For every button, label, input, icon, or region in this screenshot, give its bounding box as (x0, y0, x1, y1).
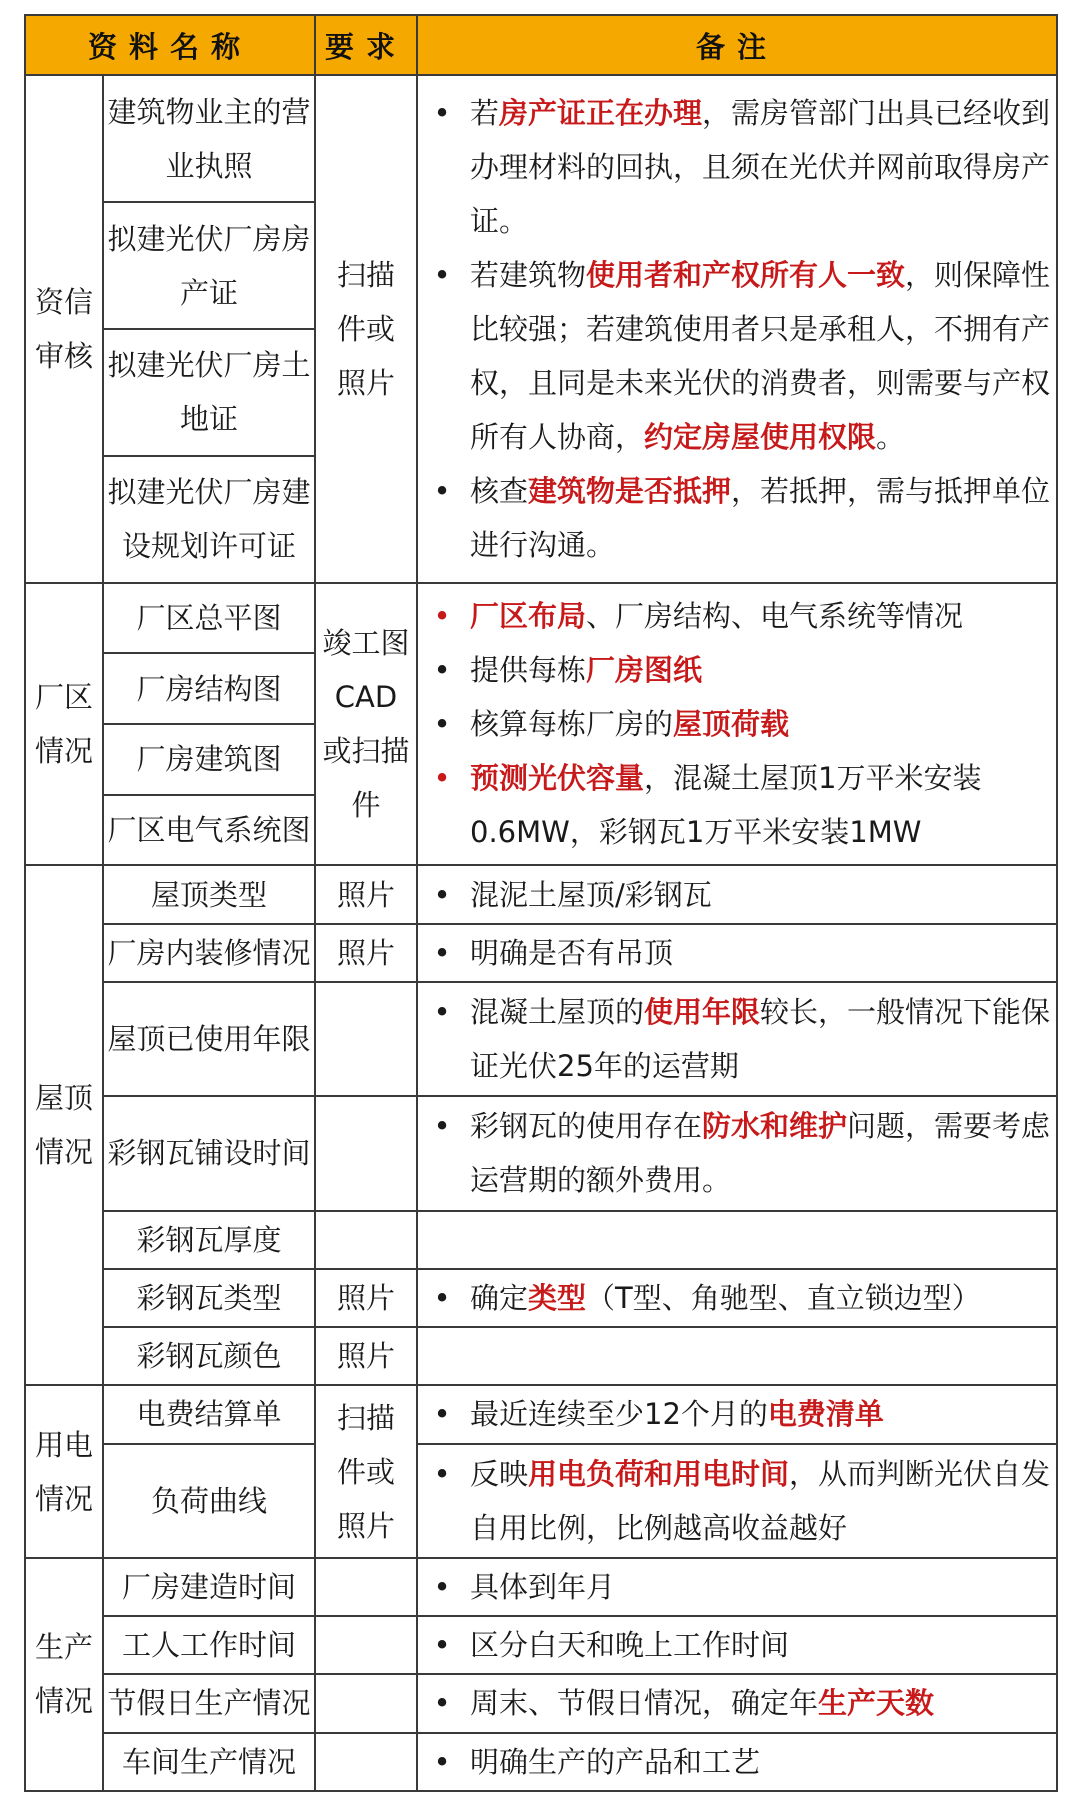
requirement-cell: 照片 (315, 924, 417, 982)
table-row (25, 75, 1057, 202)
item-name: 厂区电气系统图 (103, 795, 315, 866)
header-requirement: 要求 (315, 15, 417, 75)
remarks-cell (417, 865, 1057, 923)
bullet-icon: • (433, 877, 451, 912)
item-name: 电费结算单 (103, 1385, 315, 1443)
remarks-cell (417, 75, 1057, 582)
remark-item: • 明确是否有吊顶 (418, 926, 1056, 980)
table-row (25, 583, 1057, 654)
item-name: 彩钢瓦铺设时间 (103, 1096, 315, 1210)
item-name: 负荷曲线 (103, 1444, 315, 1558)
remark-item: • 彩钢瓦的使用存在防水和维护问题，需要考虑运营期的额外费用。 (418, 1099, 1056, 1207)
bullet-icon: • (433, 1628, 451, 1663)
category-production: 生产情况 (25, 1558, 103, 1791)
bullet-icon: • (433, 1686, 451, 1721)
table-row (25, 1385, 1057, 1443)
requirements-table (24, 14, 1058, 1792)
item-name: 厂房结构图 (103, 653, 315, 724)
remark-item: • 若房产证正在办理，需房管部门出具已经收到办理材料的回执，且须在光伏并网前取得房产证。 (418, 86, 1056, 248)
remark-item: • 区分白天和晚上工作时间 (418, 1618, 1056, 1672)
remarks-list (418, 589, 1056, 859)
remarks-list (418, 86, 1056, 572)
category-roof: 屋顶情况 (25, 865, 103, 1385)
item-name: 建筑物业主的营业执照 (103, 75, 315, 202)
remarks-cell (417, 1327, 1057, 1385)
requirement-cell: 照片 (315, 865, 417, 923)
item-name: 彩钢瓦类型 (103, 1269, 315, 1327)
remark-item: • 若建筑物使用者和产权所有人一致，则保障性比较强；若建筑使用者只是承租人，不拥有产权，且同是未来光伏的消费者，则需要与产权所有人协商，约定房屋使用权限。 (418, 248, 1056, 464)
table-row (25, 1558, 1057, 1616)
table-row (25, 1211, 1057, 1269)
item-name: 拟建光伏厂房土地证 (103, 329, 315, 456)
category-plant-area: 厂区情况 (25, 583, 103, 866)
remark-item: • 确定类型（T型、角驰型、直立锁边型） (418, 1271, 1056, 1325)
requirement-cell: 竣工图CAD或扫描件 (315, 583, 417, 866)
item-name: 节假日生产情况 (103, 1674, 315, 1732)
bullet-icon: • (433, 599, 451, 634)
item-name: 车间生产情况 (103, 1733, 315, 1791)
bullet-icon: • (433, 1109, 451, 1144)
table-row (25, 1674, 1057, 1732)
bullet-icon: • (433, 995, 451, 1030)
requirement-cell: 扫描件或照片 (315, 75, 417, 582)
table-row (25, 1444, 1057, 1558)
item-name: 彩钢瓦颜色 (103, 1327, 315, 1385)
item-name: 拟建光伏厂房建设规划许可证 (103, 456, 315, 583)
item-name: 拟建光伏厂房房产证 (103, 202, 315, 329)
bullet-icon: • (433, 257, 451, 292)
item-name: 彩钢瓦厚度 (103, 1211, 315, 1269)
item-name: 厂房建筑图 (103, 724, 315, 795)
header-remarks: 备注 (417, 15, 1057, 75)
item-name: 厂区总平图 (103, 583, 315, 654)
bullet-icon: • (433, 653, 451, 688)
requirement-cell (315, 1558, 417, 1616)
category-credit-review: 资信审核 (25, 75, 103, 582)
table-row (25, 865, 1057, 923)
table-row (25, 982, 1057, 1096)
bullet-icon: • (433, 935, 451, 970)
remarks-cell (417, 924, 1057, 982)
bullet-icon: • (433, 707, 451, 742)
remarks-cell (417, 1733, 1057, 1791)
remarks-cell (417, 1211, 1057, 1269)
remarks-cell (417, 1385, 1057, 1443)
requirement-cell (315, 1096, 417, 1210)
remark-item: • 提供每栋厂房图纸 (418, 643, 1056, 697)
bullet-icon: • (433, 1570, 451, 1605)
remarks-cell (417, 1269, 1057, 1327)
table-header-row (25, 15, 1057, 75)
remark-item: • 周末、节假日情况，确定年生产天数 (418, 1676, 1056, 1730)
remarks-cell (417, 1558, 1057, 1616)
table-row (25, 1096, 1057, 1210)
requirement-cell (315, 1211, 417, 1269)
table-row (25, 924, 1057, 982)
remark-item: • 核算每栋厂房的屋顶荷载 (418, 697, 1056, 751)
table-row (25, 1327, 1057, 1385)
requirement-cell (315, 1674, 417, 1732)
remarks-cell (417, 1444, 1057, 1558)
remark-item: • 核查建筑物是否抵押，若抵押，需与抵押单位进行沟通。 (418, 464, 1056, 572)
requirement-cell: 扫描件或照片 (315, 1385, 417, 1558)
bullet-icon: • (433, 95, 451, 130)
remarks-cell (417, 583, 1057, 866)
bullet-icon: • (433, 761, 451, 796)
table-row (25, 1616, 1057, 1674)
bullet-icon: • (433, 1281, 451, 1315)
requirement-cell (315, 982, 417, 1096)
remark-item: • 厂区布局、厂房结构、电气系统等情况 (418, 589, 1056, 643)
remark-item: • 具体到年月 (418, 1560, 1056, 1614)
requirement-cell: 照片 (315, 1327, 417, 1385)
remark-item: • 最近连续至少12个月的电费清单 (418, 1387, 1056, 1441)
remark-item: • 明确生产的产品和工艺 (418, 1735, 1056, 1789)
item-name: 工人工作时间 (103, 1616, 315, 1674)
bullet-icon: • (433, 1744, 451, 1779)
remark-item: • 混凝土屋顶的使用年限较长，一般情况下能保证光伏25年的运营期 (418, 985, 1056, 1093)
remark-item: • 预测光伏容量，混凝土屋顶1万平米安装0.6MW，彩钢瓦1万平米安装1MW (418, 751, 1056, 859)
requirement-cell (315, 1733, 417, 1791)
item-name: 屋顶类型 (103, 865, 315, 923)
remarks-cell (417, 1096, 1057, 1210)
item-name: 厂房建造时间 (103, 1558, 315, 1616)
table-row (25, 1733, 1057, 1791)
category-power-usage: 用电情况 (25, 1385, 103, 1558)
bullet-icon: • (433, 1397, 451, 1432)
item-name: 厂房内装修情况 (103, 924, 315, 982)
header-material-name: 资料名称 (25, 15, 315, 75)
bullet-icon: • (433, 473, 451, 508)
remarks-cell (417, 982, 1057, 1096)
table-row (25, 1269, 1057, 1327)
remark-item: • 反映用电负荷和用电时间，从而判断光伏自发自用比例，比例越高收益越好 (418, 1447, 1056, 1555)
item-name: 屋顶已使用年限 (103, 982, 315, 1096)
remark-item: • 混泥土屋顶/彩钢瓦 (418, 868, 1056, 922)
remarks-cell (417, 1616, 1057, 1674)
requirement-cell: 照片 (315, 1269, 417, 1327)
requirement-cell (315, 1616, 417, 1674)
remarks-cell (417, 1674, 1057, 1732)
bullet-icon: • (433, 1456, 451, 1491)
